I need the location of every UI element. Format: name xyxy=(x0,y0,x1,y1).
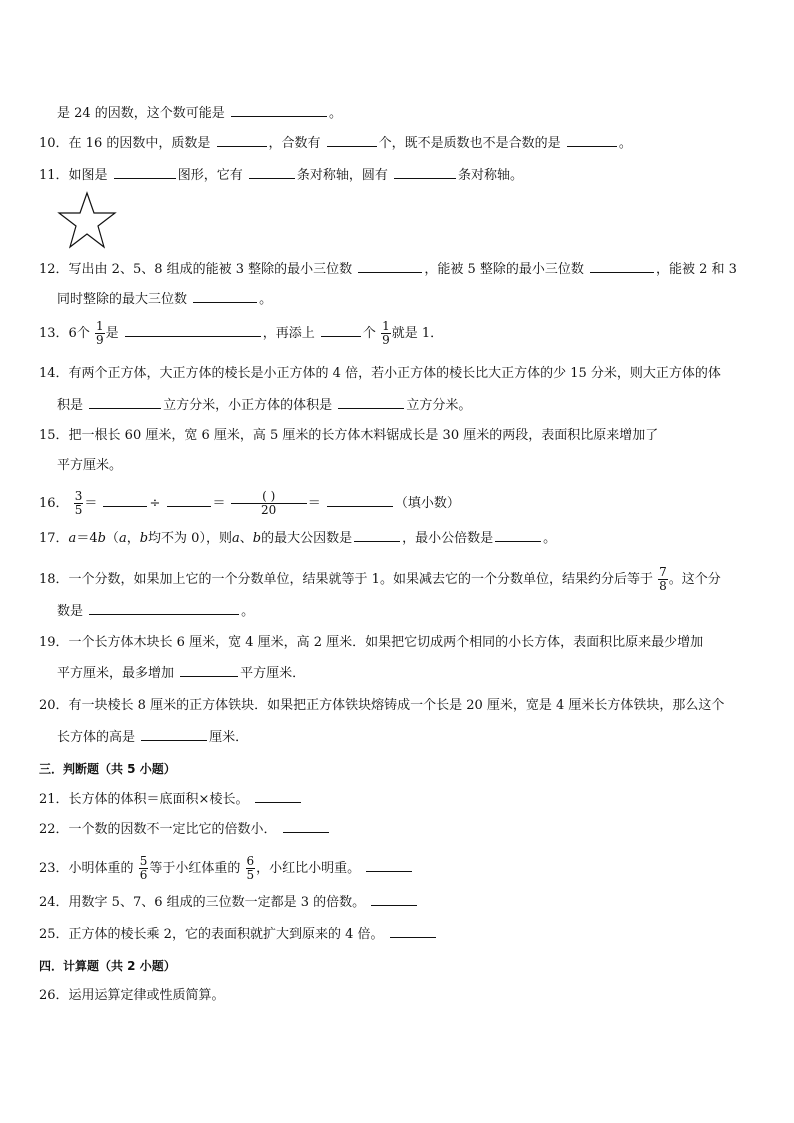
question-24: 24．用数字 5、7、6 组成的三位数一定都是 3 的倍数。 xyxy=(39,893,419,912)
answer-blank[interactable] xyxy=(231,104,327,117)
question-14-line-2: 积是 立方分米，小正方体的体积是 立方分米。 xyxy=(57,398,472,413)
question-15-line-2: 平方厘米。 xyxy=(57,458,123,473)
answer-blank[interactable] xyxy=(358,260,422,273)
star-icon xyxy=(56,191,118,249)
question-18-line-2: 数是 。 xyxy=(57,604,255,619)
answer-blank[interactable] xyxy=(327,494,393,507)
answer-blank[interactable] xyxy=(89,602,239,615)
answer-blank[interactable] xyxy=(249,166,295,179)
question-23: 23．小明体重的 $\frac{5}{6}$ 等于小红体重的 $\frac{6}{5}$ ，小红比小明重。 xyxy=(39,855,414,882)
question-15: 15．把一根长 60 厘米，宽 6 厘米，高 5 厘米的长方体木料锯成长是 30 厘米的两段，表面积比原来增加了 xyxy=(39,428,659,443)
question-20-line-2: 长方体的高是 厘米． xyxy=(57,730,249,745)
question-16: 16． $\frac{3}{5}$ ＝ ÷ ＝ $\frac{( )}{20}$ ＝ （填小数） xyxy=(39,489,460,517)
answer-blank[interactable] xyxy=(366,859,412,872)
question-21: 21．长方体的体积＝底面积×棱长。 xyxy=(39,790,303,809)
question-26: 26．运用运算定律或性质简算。 xyxy=(39,988,225,1003)
question-22: 22．一个数的因数不一定比它的倍数小． xyxy=(39,820,331,839)
question-20: 20．有一块棱长 8 厘米的正方体铁块．如果把正方体铁块熔铸成一个长是 20 厘米，宽是 4 厘米长方体铁块，那么这个 xyxy=(39,698,725,713)
question-11: 11．如图是 图形，它有 条对称轴，圆有 条对称轴。 xyxy=(39,168,524,183)
question-17: 17．a＝4b（a，b均不为 0），则a、b的最大公因数是 ，最小公倍数是 。 xyxy=(39,531,557,546)
question-12-line-2: 同时整除的最大三位数 。 xyxy=(57,292,273,307)
answer-blank[interactable] xyxy=(180,664,238,677)
answer-blank[interactable] xyxy=(217,134,267,147)
fraction: $\frac{1}{9}$ xyxy=(382,319,390,347)
question-10: 10．在 16 的因数中，质数是 ，合数有 个，既不是质数也不是合数的是 。 xyxy=(39,136,632,151)
fraction: $\frac{5}{6}$ xyxy=(139,854,148,882)
answer-blank[interactable] xyxy=(567,134,617,147)
answer-blank[interactable] xyxy=(371,893,417,906)
answer-blank[interactable] xyxy=(167,494,211,507)
answer-blank[interactable] xyxy=(125,324,261,337)
fraction: $\frac{6}{5}$ xyxy=(246,854,255,882)
question-14: 14．有两个正方体，大正方体的棱长是小正方体的 4 倍，若小正方体的棱长比大正方体的少 15 分米，则大正方体的体 xyxy=(39,366,721,381)
answer-blank[interactable] xyxy=(255,790,301,803)
answer-blank[interactable] xyxy=(327,134,377,147)
question-9-continued: 是 24 的因数，这个数可能是 。 xyxy=(57,106,342,121)
answer-blank[interactable] xyxy=(338,396,404,409)
section-heading: 四．计算题（共 2 小题） xyxy=(39,959,176,973)
question-18: 18．一个分数，如果加上它的一个分数单位，结果就等于 1。如果减去它的一个分数单位，结果约分后等于 $\frac{7}{8}$ 。这个分 xyxy=(39,565,721,593)
answer-blank[interactable] xyxy=(103,494,147,507)
fraction: $\frac{3}{5}$ xyxy=(74,489,83,517)
answer-blank[interactable] xyxy=(354,529,400,542)
section-heading: 三．判断题（共 5 小题） xyxy=(39,762,176,776)
question-12: 12．写出由 2、5、8 组成的能被 3 整除的最小三位数 ，能被 5 整除的最小三位数 ，能被 2 和 3 xyxy=(39,262,737,277)
answer-blank[interactable] xyxy=(495,529,541,542)
answer-blank[interactable] xyxy=(89,396,161,409)
question-19: 19．一个长方体木块长 6 厘米，宽 4 厘米，高 2 厘米．如果把它切成两个相同的小长方体，表面积比原来最少增加 xyxy=(39,635,704,650)
fraction: $\frac{1}{9}$ xyxy=(95,319,104,347)
answer-blank[interactable] xyxy=(390,925,436,938)
answer-blank[interactable] xyxy=(394,166,456,179)
question-19-line-2: 平方厘米，最多增加 平方厘米． xyxy=(57,666,306,681)
answer-blank[interactable] xyxy=(283,820,329,833)
fraction: $\frac{7}{8}$ xyxy=(659,565,667,593)
question-13: 13．6个 $\frac{1}{9}$ 是 ，再添上 个 $\frac{1}{9}$ 就是 1． xyxy=(39,319,444,347)
answer-blank[interactable] xyxy=(114,166,176,179)
fraction: $\frac{( )}{20}$ xyxy=(231,490,307,517)
answer-blank[interactable] xyxy=(590,260,654,273)
answer-blank[interactable] xyxy=(321,324,361,337)
answer-blank[interactable] xyxy=(193,290,257,303)
question-25: 25．正方体的棱长乘 2，它的表面积就扩大到原来的 4 倍。 xyxy=(39,925,438,944)
answer-blank[interactable] xyxy=(141,728,207,741)
